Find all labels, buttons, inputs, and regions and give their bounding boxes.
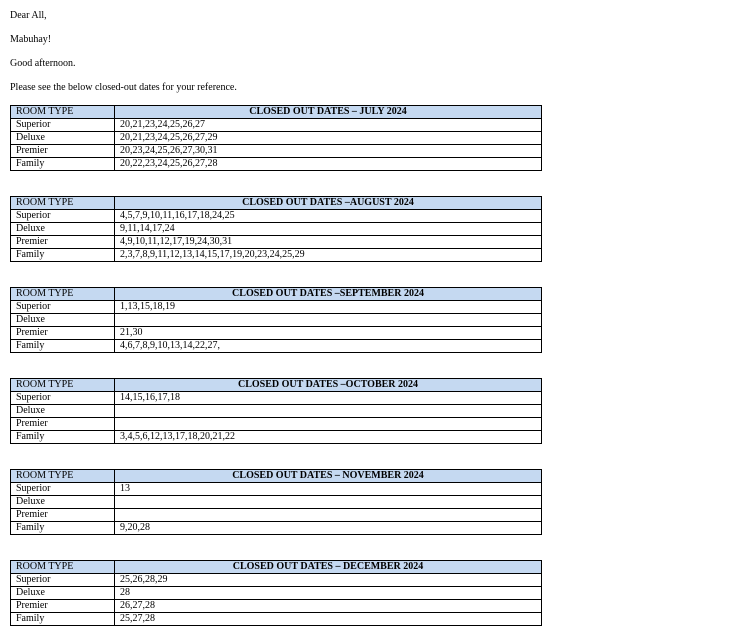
table-row	[11, 340, 542, 353]
room-type-cell: Premier	[11, 418, 115, 431]
room-type-cell: Superior	[11, 119, 115, 132]
closed-dates-cell	[115, 314, 542, 327]
closed-out-table	[10, 287, 542, 353]
table-header-row	[11, 288, 542, 301]
table-row	[11, 132, 542, 145]
closed-dates-cell: 4,6,7,8,9,10,13,14,22,27,	[115, 340, 542, 353]
room-type-cell: Superior	[11, 483, 115, 496]
closed-dates-cell: 20,21,23,24,25,26,27,29	[115, 132, 542, 145]
room-type-header: ROOM TYPE	[11, 106, 115, 119]
table-row	[11, 522, 542, 535]
table-row	[11, 158, 542, 171]
closed-dates-cell: 4,5,7,9,10,11,16,17,18,24,25	[115, 210, 542, 223]
room-type-cell: Family	[11, 522, 115, 535]
table-row	[11, 496, 542, 509]
table-row	[11, 223, 542, 236]
table-title: CLOSED OUT DATES –SEPTEMBER 2024	[115, 288, 542, 301]
room-type-cell: Family	[11, 340, 115, 353]
closed-dates-cell: 20,23,24,25,26,27,30,31	[115, 145, 542, 158]
table-row	[11, 574, 542, 587]
room-type-cell: Deluxe	[11, 132, 115, 145]
closed-out-table	[10, 378, 542, 444]
room-type-cell: Superior	[11, 574, 115, 587]
intro-text: Please see the below closed-out dates for your reference.	[10, 82, 237, 93]
closed-dates-cell	[115, 418, 542, 431]
table-row	[11, 301, 542, 314]
room-type-header: ROOM TYPE	[11, 288, 115, 301]
closed-dates-cell: 4,9,10,11,12,17,19,24,30,31	[115, 236, 542, 249]
closed-dates-cell: 20,22,23,24,25,26,27,28	[115, 158, 542, 171]
table-row	[11, 587, 542, 600]
table-row	[11, 327, 542, 340]
closed-out-table	[10, 105, 542, 171]
closed-dates-cell: 9,20,28	[115, 522, 542, 535]
table-title: CLOSED OUT DATES – NOVEMBER 2024	[115, 470, 542, 483]
table-row	[11, 236, 542, 249]
table-header-row	[11, 561, 542, 574]
room-type-cell: Deluxe	[11, 405, 115, 418]
closed-dates-cell: 25,26,28,29	[115, 574, 542, 587]
table-title: CLOSED OUT DATES –AUGUST 2024	[115, 197, 542, 210]
room-type-cell: Premier	[11, 236, 115, 249]
table-header-row	[11, 470, 542, 483]
room-type-cell: Premier	[11, 509, 115, 522]
table-row	[11, 418, 542, 431]
time-greeting-text: Good afternoon.	[10, 58, 76, 69]
closed-dates-cell	[115, 405, 542, 418]
table-row	[11, 392, 542, 405]
closed-dates-cell	[115, 496, 542, 509]
closed-out-table	[10, 469, 542, 535]
closed-out-table	[10, 560, 542, 626]
table-row	[11, 145, 542, 158]
greeting-text: Dear All,	[10, 10, 47, 21]
room-type-cell: Deluxe	[11, 314, 115, 327]
table-row	[11, 405, 542, 418]
table-title: CLOSED OUT DATES –OCTOBER 2024	[115, 379, 542, 392]
room-type-cell: Superior	[11, 392, 115, 405]
table-header-row	[11, 379, 542, 392]
room-type-header: ROOM TYPE	[11, 470, 115, 483]
room-type-cell: Premier	[11, 327, 115, 340]
table-row	[11, 600, 542, 613]
room-type-cell: Superior	[11, 301, 115, 314]
room-type-header: ROOM TYPE	[11, 379, 115, 392]
table-title: CLOSED OUT DATES – JULY 2024	[115, 106, 542, 119]
closed-out-table	[10, 196, 542, 262]
closed-dates-cell: 13	[115, 483, 542, 496]
table-row	[11, 509, 542, 522]
room-type-header: ROOM TYPE	[11, 197, 115, 210]
room-type-cell: Family	[11, 431, 115, 444]
table-row	[11, 483, 542, 496]
closed-dates-cell: 3,4,5,6,12,13,17,18,20,21,22	[115, 431, 542, 444]
room-type-cell: Premier	[11, 600, 115, 613]
closed-dates-cell: 9,11,14,17,24	[115, 223, 542, 236]
closed-dates-cell: 14,15,16,17,18	[115, 392, 542, 405]
closed-dates-cell: 28	[115, 587, 542, 600]
closed-dates-cell: 25,27,28	[115, 613, 542, 626]
table-title: CLOSED OUT DATES – DECEMBER 2024	[115, 561, 542, 574]
closed-dates-cell: 26,27,28	[115, 600, 542, 613]
room-type-cell: Family	[11, 158, 115, 171]
table-row	[11, 210, 542, 223]
closed-dates-cell: 2,3,7,8,9,11,12,13,14,15,17,19,20,23,24,25,29	[115, 249, 542, 262]
closed-dates-cell: 20,21,23,24,25,26,27	[115, 119, 542, 132]
salutation-text: Mabuhay!	[10, 34, 52, 45]
room-type-header: ROOM TYPE	[11, 561, 115, 574]
table-header-row	[11, 197, 542, 210]
room-type-cell: Premier	[11, 145, 115, 158]
table-row	[11, 249, 542, 262]
room-type-cell: Deluxe	[11, 496, 115, 509]
table-row	[11, 613, 542, 626]
table-row	[11, 431, 542, 444]
table-header-row	[11, 106, 542, 119]
room-type-cell: Superior	[11, 210, 115, 223]
table-row	[11, 119, 542, 132]
closed-dates-cell: 1,13,15,18,19	[115, 301, 542, 314]
room-type-cell: Deluxe	[11, 587, 115, 600]
room-type-cell: Family	[11, 249, 115, 262]
table-row	[11, 314, 542, 327]
room-type-cell: Deluxe	[11, 223, 115, 236]
closed-dates-cell	[115, 509, 542, 522]
room-type-cell: Family	[11, 613, 115, 626]
closed-dates-cell: 21,30	[115, 327, 542, 340]
